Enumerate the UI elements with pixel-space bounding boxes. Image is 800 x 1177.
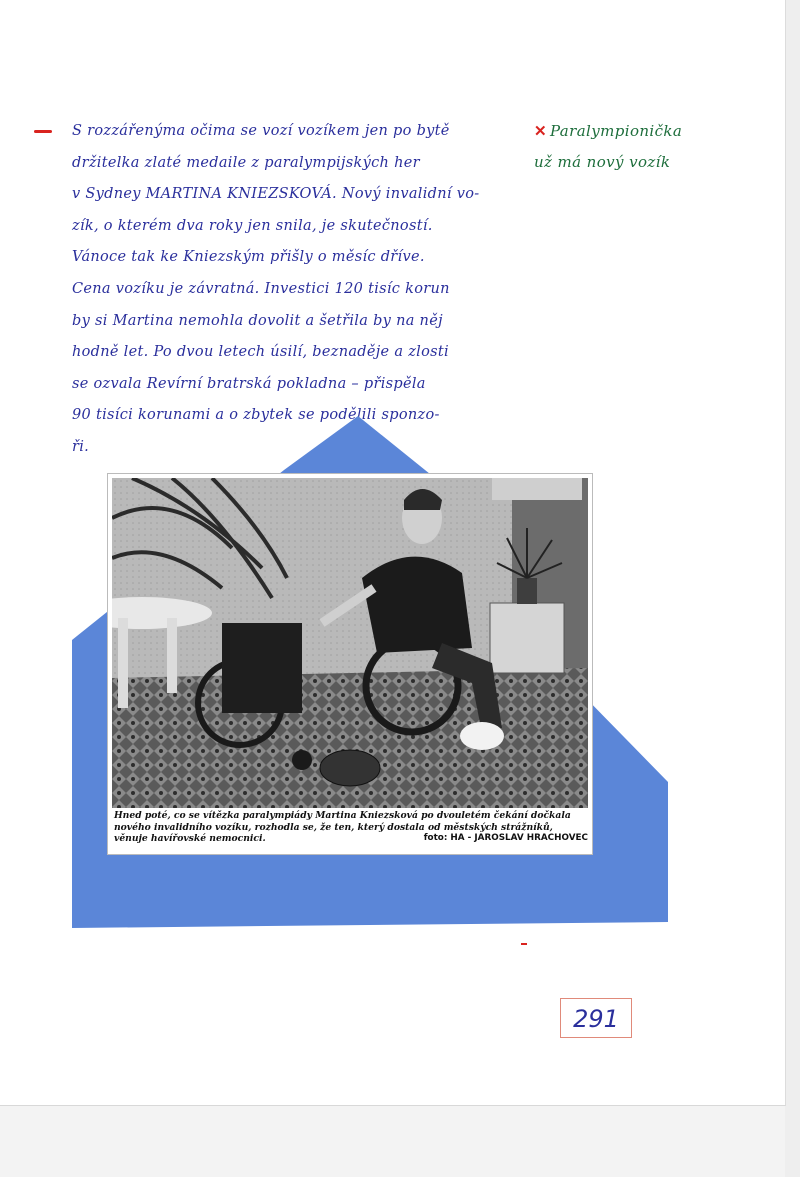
margin-note-title: Paralympionička xyxy=(549,122,683,140)
handwritten-line: v Sydney MARTINA KNIEZSKOVÁ. Nový invalidní vo- xyxy=(72,186,480,203)
handwritten-line: Cena vozíku je závratná. Investici 120 tisíc korun xyxy=(72,280,450,297)
margin-note-line: už má nový vozík xyxy=(534,153,671,171)
handwritten-line: S rozzářenýma očima se vozí vozíkem jen po bytě xyxy=(72,123,450,139)
red-tick-mark xyxy=(521,943,527,945)
red-cross-mark: ✕ xyxy=(534,122,547,140)
newspaper-clipping xyxy=(108,474,592,854)
newspaper-photo xyxy=(112,478,588,808)
scan-edge xyxy=(785,0,800,1177)
handwritten-line: Vánoce tak ke Kniezským přišly o měsíc dříve. xyxy=(72,249,425,266)
red-dash-mark xyxy=(34,130,52,133)
handwritten-line: hodně let. Po dvou letech úsilí, beznaděje a zlosti xyxy=(72,344,449,361)
handwritten-line: ři. xyxy=(72,438,90,455)
handwritten-line: by si Martina nemohla dovolit a šetřila by na něj xyxy=(72,312,443,329)
photo-credit: foto: HA - JAROSLAV HRACHOVEC xyxy=(423,833,588,843)
page-number: 291 xyxy=(560,998,632,1038)
handwritten-line: 90 tisíci korunami a o zbytek se podělili sponzo- xyxy=(72,407,440,424)
photo-caption: Hned poté, co se vítězka paralympiády Martina Kniezsková po dvouletém čekání dočkala nového invalidního vozíku, rozhodla se, že ten, který dostala od městských strážníků, věnuje havířovské nemocnici. xyxy=(114,810,571,844)
handwritten-line: držitelka zlaté medaile z paralympijských her xyxy=(72,154,420,171)
handwritten-line: zík, o kterém dva roky jen snila, je skutečností. xyxy=(72,217,433,234)
handwritten-line: se ozvala Revírní bratrská pokladna – přispěla xyxy=(72,375,426,392)
